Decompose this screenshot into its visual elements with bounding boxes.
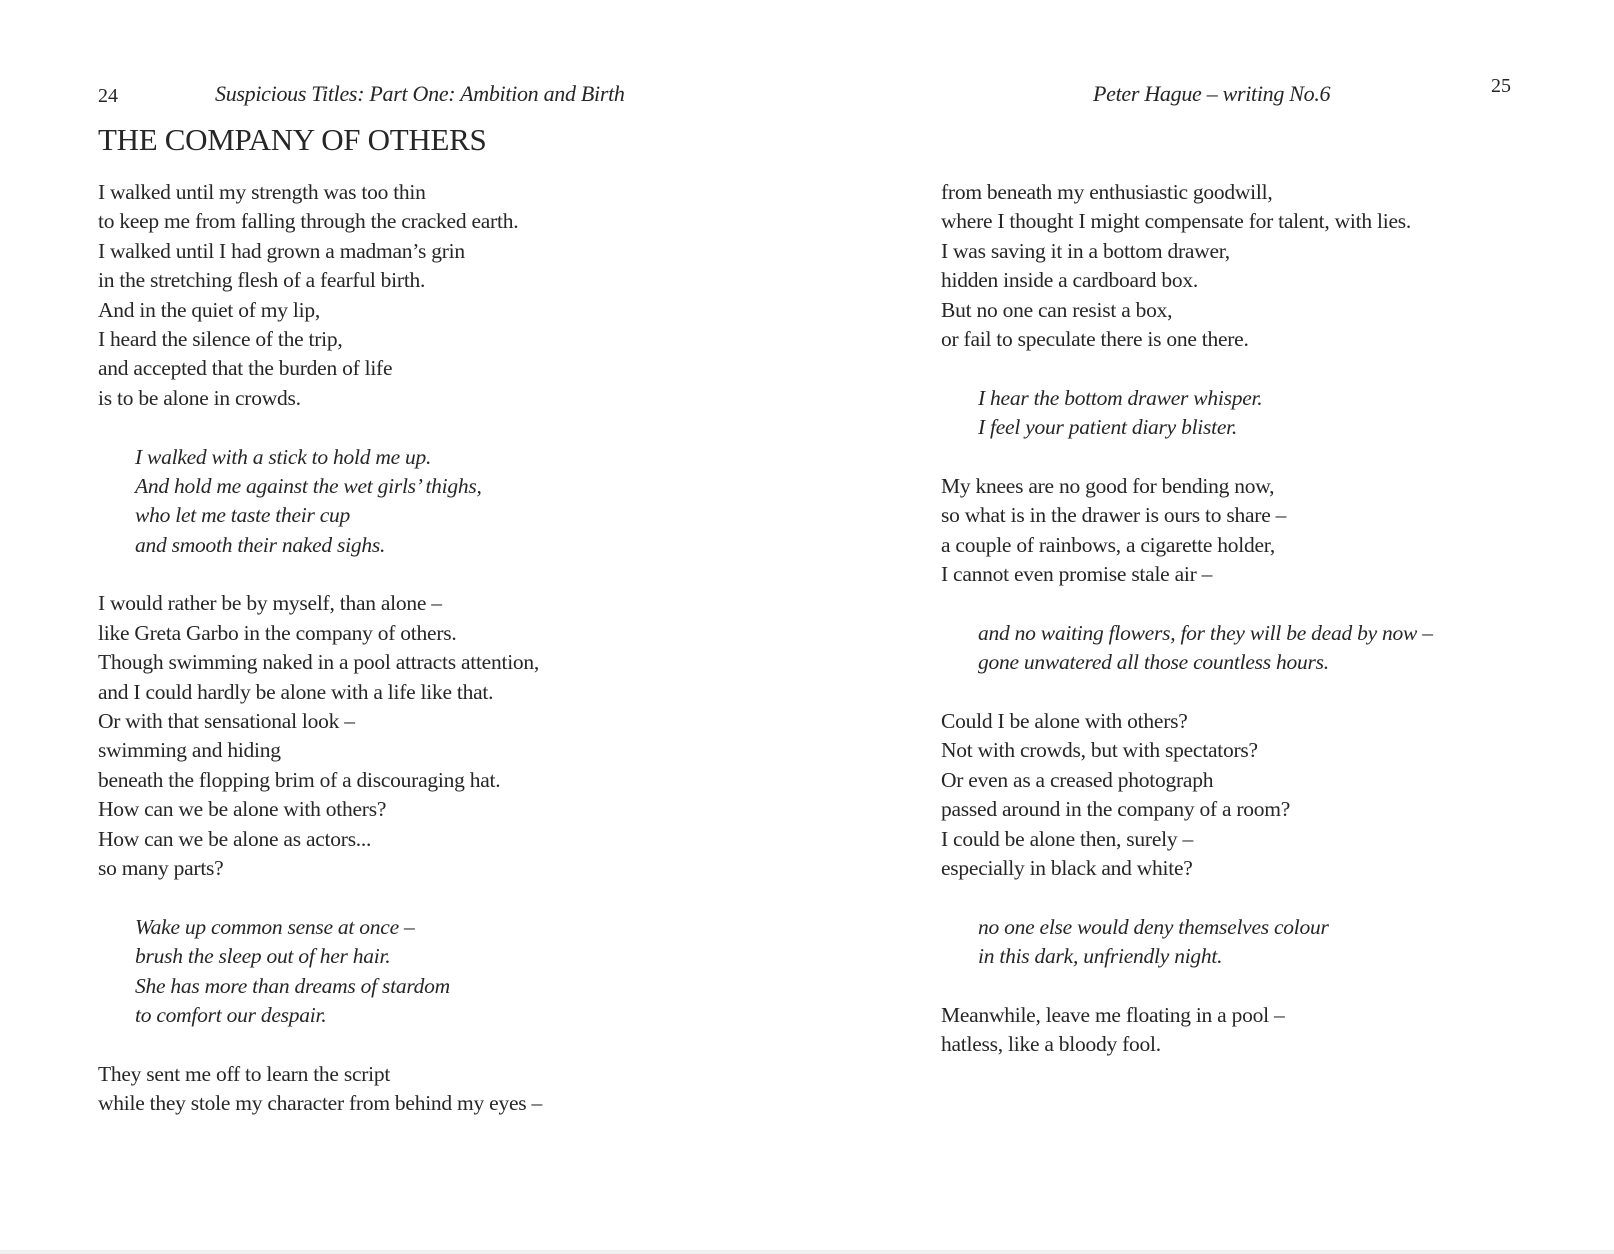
poem-line: hatless, like a bloody fool.	[941, 1032, 1161, 1057]
poem-line: Not with crowds, but with spectators?	[941, 738, 1258, 763]
poem-line: so what is in the drawer is ours to share –	[941, 503, 1287, 528]
left-page-number: 24	[98, 85, 118, 107]
italic-refrain	[941, 384, 1501, 443]
italic-refrain	[941, 913, 1501, 972]
poem-line: so many parts?	[98, 855, 224, 880]
italic-refrain	[98, 913, 658, 1031]
stanza-break	[941, 883, 1501, 912]
poem-line: I hear the bottom drawer whisper.	[978, 385, 1263, 410]
poem-line: especially in black and white?	[941, 855, 1193, 880]
poem-line: I walked with a stick to hold me up.	[135, 444, 432, 469]
poem-line: and no waiting flowers, for they will be dead by now –	[978, 620, 1433, 645]
stanza	[98, 1060, 658, 1119]
poem-line: gone unwatered all those countless hours.	[978, 650, 1329, 675]
stanza-break	[941, 972, 1501, 1001]
poem-line: and I could hardly be alone with a life like that.	[98, 679, 494, 704]
poem-line: And hold me against the wet girls’ thighs,	[135, 473, 482, 498]
stanza-break	[98, 560, 658, 589]
stanza	[98, 589, 658, 883]
stanza-break	[941, 589, 1501, 618]
poem-line: is to be alone in crowds.	[98, 385, 301, 410]
stanza	[941, 178, 1501, 354]
poem-line: and accepted that the burden of life	[98, 356, 393, 381]
stanza	[98, 178, 658, 413]
poem-line: and smooth their naked sighs.	[135, 532, 386, 557]
poem-line: beneath the flopping brim of a discouraging hat.	[98, 767, 501, 792]
poem-line: in the stretching flesh of a fearful birth.	[98, 268, 426, 293]
poem-line: I cannot even promise stale air –	[941, 562, 1213, 587]
stanza-break	[98, 1030, 658, 1059]
stanza-break	[98, 413, 658, 442]
poem-line: like Greta Garbo in the company of others.	[98, 620, 457, 645]
poem-line: who let me taste their cup	[135, 503, 351, 528]
stanza-break	[941, 354, 1501, 383]
stanza-break	[941, 443, 1501, 472]
poem-line: brush the sleep out of her hair.	[135, 944, 391, 969]
right-poem-column	[941, 178, 1501, 1060]
poem-line: My knees are no good for bending now,	[941, 473, 1275, 498]
poem-line: from beneath my enthusiastic goodwill,	[941, 180, 1273, 204]
left-running-head: Suspicious Titles: Part One: Ambition and Birth	[215, 81, 625, 106]
poem-line: in this dark, unfriendly night.	[978, 944, 1223, 969]
poem-line: They sent me off to learn the script	[98, 1061, 391, 1086]
poem-line: I heard the silence of the trip,	[98, 326, 343, 351]
stanza	[941, 707, 1501, 883]
poem-line: swimming and hiding	[98, 738, 281, 763]
italic-refrain	[941, 619, 1501, 678]
poem-line: or fail to speculate there is one there.	[941, 326, 1249, 351]
poem-line: a couple of rainbows, a cigarette holder,	[941, 532, 1275, 557]
poem-line: She has more than dreams of stardom	[135, 973, 450, 998]
right-page-number: 25	[1491, 75, 1511, 97]
poem-line: passed around in the company of a room?	[941, 797, 1291, 822]
poem-line: hidden inside a cardboard box.	[941, 268, 1198, 293]
poem-line: How can we be alone as actors...	[98, 826, 372, 851]
stanza	[941, 472, 1501, 590]
poem-line: where I thought I might compensate for talent, with lies.	[941, 209, 1411, 234]
poem-line: Though swimming naked in a pool attracts attention,	[98, 650, 540, 675]
stanza	[941, 1001, 1501, 1060]
left-poem-column	[98, 178, 658, 1119]
poem-line: Or with that sensational look –	[98, 709, 355, 734]
poem-line: But no one can resist a box,	[941, 297, 1173, 322]
poem-line: I could be alone then, surely –	[941, 826, 1193, 851]
poem-line: I walked until I had grown a madman’s grin	[98, 238, 465, 263]
stanza-break	[98, 883, 658, 912]
poem-line: Meanwhile, leave me floating in a pool –	[941, 1002, 1285, 1027]
italic-refrain	[98, 443, 658, 561]
poem-line: to keep me from falling through the cracked earth.	[98, 209, 519, 234]
right-running-head: Peter Hague – writing No.6	[1093, 81, 1331, 106]
poem-line: Or even as a creased photograph	[941, 767, 1214, 792]
poem-line: Could I be alone with others?	[941, 709, 1188, 734]
stanza-break	[941, 678, 1501, 707]
poem-line: And in the quiet of my lip,	[98, 297, 320, 322]
poem-line: I would rather be by myself, than alone –	[98, 591, 442, 616]
poem-line: I walked until my strength was too thin	[98, 180, 426, 204]
poem-line: I was saving it in a bottom drawer,	[941, 238, 1230, 263]
poem-line: I feel your patient diary blister.	[978, 415, 1238, 440]
poem-line: Wake up common sense at once –	[135, 914, 415, 939]
poem-line: while they stole my character from behind my eyes –	[98, 1091, 542, 1116]
poem-title: THE COMPANY OF OTHERS	[98, 122, 487, 157]
poem-line: no one else would deny themselves colour	[978, 914, 1329, 939]
bottom-edge	[0, 1250, 1614, 1254]
poem-line: to comfort our despair.	[135, 1002, 327, 1027]
poem-line: How can we be alone with others?	[98, 797, 387, 822]
